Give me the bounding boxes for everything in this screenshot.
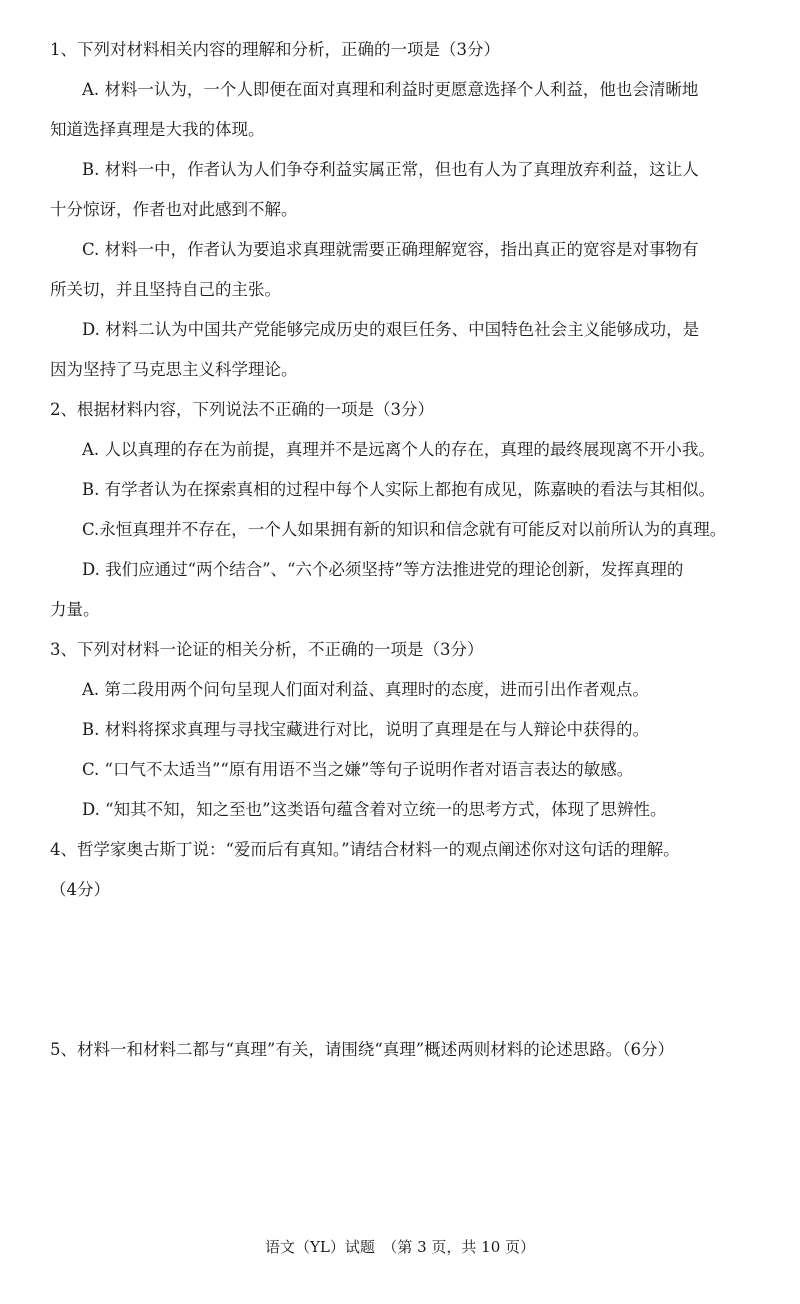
question-1-stem: 1、下列对材料相关内容的理解和分析，正确的一项是（3分） bbox=[50, 40, 500, 59]
question-4-stem: 4、哲学家奥古斯丁说：“爱而后有真知。”请结合材料一的观点阐述你对这句话的理解。 bbox=[50, 840, 680, 859]
q2-option-c: C.永恒真理并不存在，一个人如果拥有新的知识和信念就有可能反对以前所认为的真理。 bbox=[82, 520, 727, 539]
q1-option-d-line1: D. 材料二认为中国共产党能够完成历史的艰巨任务、中国特色社会主义能够成功，是 bbox=[82, 320, 700, 339]
q1-option-b-line2: 十分惊讶，作者也对此感到不解。 bbox=[50, 200, 298, 219]
q3-option-a: A. 第二段用两个问句呈现人们面对利益、真理时的态度，进而引出作者观点。 bbox=[82, 680, 649, 699]
q1-option-a-line2: 知道选择真理是大我的体现。 bbox=[50, 120, 265, 139]
q1-option-c-line1: C. 材料一中，作者认为要追求真理就需要正确理解宽容，指出真正的宽容是对事物有 bbox=[82, 240, 699, 259]
question-5-stem: 5、材料一和材料二都与“真理”有关，请围绕“真理”概述两则材料的论述思路。（6分） bbox=[50, 1040, 674, 1059]
question-4-points: （4分） bbox=[50, 880, 110, 899]
q1-option-d-line2: 因为坚持了马克思主义科学理论。 bbox=[50, 360, 298, 379]
q2-option-b: B. 有学者认为在探索真相的过程中每个人实际上都抱有成见，陈嘉映的看法与其相似。 bbox=[82, 480, 716, 499]
q2-option-d-line2: 力量。 bbox=[50, 600, 100, 619]
question-3-stem: 3、下列对材料一论证的相关分析，不正确的一项是（3分） bbox=[50, 640, 484, 659]
question-2-stem: 2、根据材料内容，下列说法不正确的一项是（3分） bbox=[50, 400, 434, 419]
q1-option-b-line1: B. 材料一中，作者认为人们争夺利益实属正常，但也有人为了真理放弃利益，这让人 bbox=[82, 160, 699, 179]
q1-option-c-line2: 所关切，并且坚持自己的主张。 bbox=[50, 280, 281, 299]
q1-option-a-line1: A. 材料一认为，一个人即便在面对真理和利益时更愿意选择个人利益，他也会清晰地 bbox=[82, 80, 699, 99]
q3-option-b: B. 材料将探求真理与寻找宝藏进行对比，说明了真理是在与人辩论中获得的。 bbox=[82, 720, 650, 739]
q2-option-d-line1: D. 我们应通过“两个结合”、“六个必须坚持”等方法推进党的理论创新，发挥真理的 bbox=[82, 560, 684, 579]
q3-option-c: C. “口气不太适当”“原有用语不当之嫌”等句子说明作者对语言表达的敏感。 bbox=[82, 760, 634, 779]
q3-option-d: D. “知其不知，知之至也”这类语句蕴含着对立统一的思考方式，体现了思辨性。 bbox=[82, 800, 667, 819]
page-footer: 语文（YL）试题 （第 3 页，共 10 页） bbox=[264, 1238, 536, 1256]
q2-option-a: A. 人以真理的存在为前提，真理并不是远离个人的存在，真理的最终展现离不开小我。 bbox=[82, 440, 715, 459]
